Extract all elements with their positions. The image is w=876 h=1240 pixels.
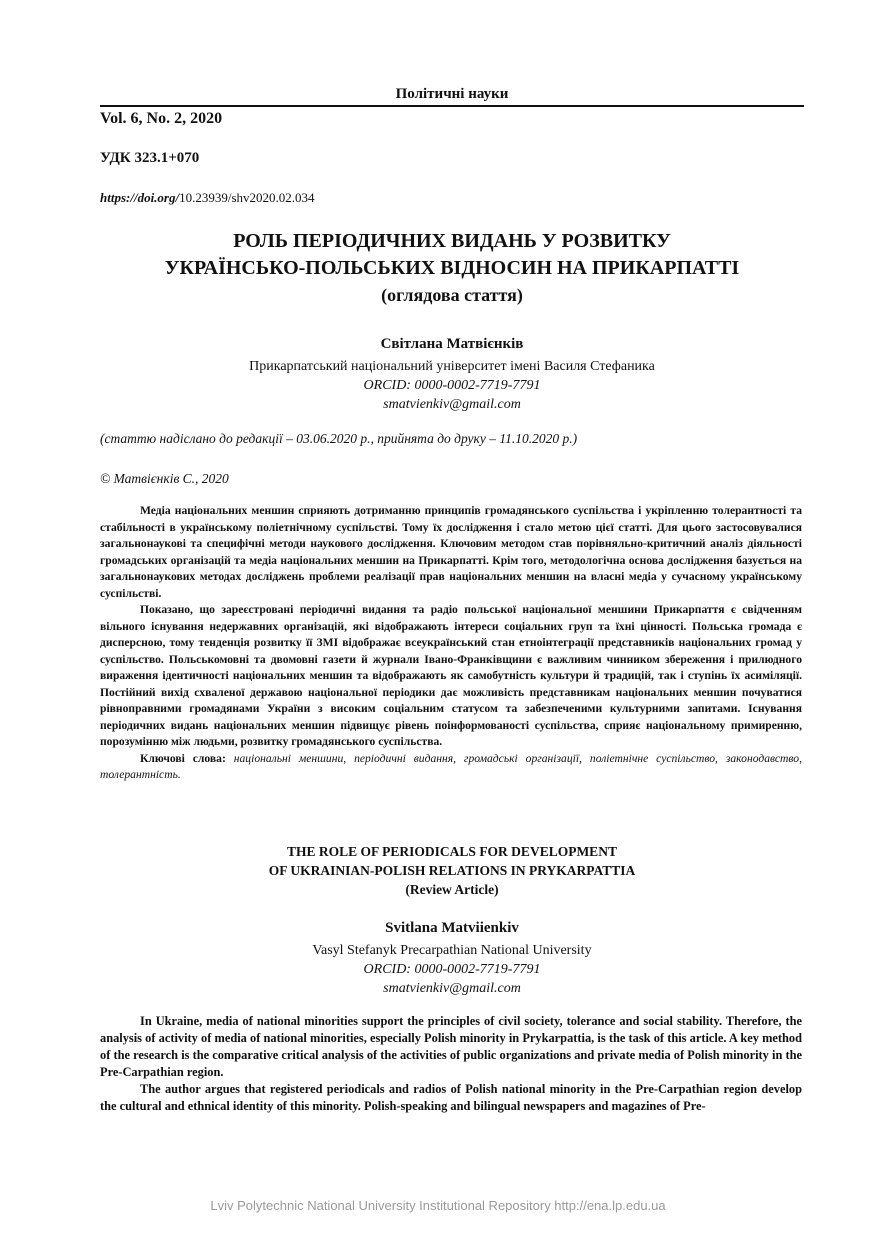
title-ua-subtitle: (оглядова стаття) (381, 285, 523, 305)
email-ua[interactable]: smatvienkiv@gmail.com (383, 397, 521, 412)
keywords-ua (100, 751, 802, 784)
doi-link[interactable] (100, 190, 315, 206)
keywords-text: національні меншини, періодичні видання, громадські організації, поліетнічне суспільство, законодавство, толерантність. (100, 751, 802, 781)
volume-issue: Vol. 6, No. 2, 2020 (100, 110, 223, 127)
author-name-en: Svitlana Matviienkiv (385, 920, 519, 936)
submission-dates: (статтю надіслано до редакції – 03.06.2020 р., прийнята до друку – 11.10.2020 р.) (100, 431, 578, 446)
author-block-ua (100, 335, 804, 414)
keywords-label: Ключові слова: (140, 751, 226, 765)
title-ua-line1: РОЛЬ ПЕРІОДИЧНИХ ВИДАНЬ У РОЗВИТКУ (233, 230, 671, 252)
doi-prefix[interactable]: https://doi.org/ (100, 190, 180, 205)
orcid-ua: ORCID: 0000-0002-7719-7791 (363, 378, 541, 393)
title-en-line1: THE ROLE OF PERIODICALS FOR DEVELOPMENT (287, 844, 617, 859)
title-en-subtitle: (Review Article) (405, 882, 499, 897)
doi-suffix[interactable]: 10.23939/shv2020.02.034 (179, 190, 315, 205)
copyright-notice: © Матвієнків С., 2020 (100, 471, 229, 486)
author-block-en (100, 919, 804, 998)
email-en[interactable]: smatvienkiv@gmail.com (383, 981, 521, 996)
orcid-en: ORCID: 0000-0002-7719-7791 (363, 962, 541, 977)
title-ua-line2: УКРАЇНСЬКО-ПОЛЬСЬКИХ ВІДНОСИН НА ПРИКАРПАТТІ (164, 257, 740, 279)
affiliation-en: Vasyl Stefanyk Precarpathian National University (312, 943, 592, 958)
journal-section-header: Політичні науки (100, 86, 804, 107)
affiliation-ua: Прикарпатський національний університет імені Василя Стефаника (249, 359, 655, 374)
udk-code: УДК 323.1+070 (100, 150, 200, 166)
abstract-ua (100, 503, 802, 784)
abstract-ua-paragraph-2: Показано, що зареєстровані періодичні видання та радіо польської національної меншини Прикарпаття є свідченням вільного існування недержавних організацій, які відображають інтереси соціальних груп та їхні цінності. Польська громада є дисперсною, тому тенденція розвитку її ЗМІ відображає всеукраїнський стан етноінтеграції представників національних громад у суспільство. Польськомовні та двомовні газети й журнали Івано-Франківщини є важливим чинником збереження і прилюдного вираження ідентичності національних меншин та відображають як самобутність культури й традицій, так і ступінь їх асиміляції. Постійний вихід схваленої державою національної періодики дає можливість представникам національних меншин почуватися рівноправними громадянами України з високим соціальним статусом та забезпеченими культурними запитами. Існування періодичних видань національних меншин підвищує рівень поінформованості суспільства, сприяє національному примиренню, порозумінню між людьми, розвитку громадянського суспільства. (100, 603, 802, 748)
abstract-en-paragraph-2: The author argues that registered periodicals and radios of Polish national minority in the Pre-Carpathian region develop the cultural and ethnical identity of this minority. Polish-speaking and bilingual newspapers and magazines of Pre- (100, 1082, 802, 1113)
author-name-ua: Світлана Матвієнків (380, 336, 524, 352)
abstract-en (100, 1013, 802, 1115)
article-title-en (100, 842, 804, 899)
repository-footer: Lviv Polytechnic National University Institutional Repository http://ena.lp.edu.ua (210, 1198, 666, 1213)
title-en-line2: OF UKRAINIAN-POLISH RELATIONS IN PRYKARPATTIA (268, 863, 636, 878)
article-title-ua (100, 228, 804, 309)
abstract-en-paragraph-1: In Ukraine, media of national minorities support the principles of civil society, tolerance and social stability. Therefore, the analysis of activity of media of national minorities, especially Polish minority in Prykarpattia, is the task of this article. A key method of the research is the comparative critical analysis of the activities of public organizations and private media of Polish minority in the Pre-Carpathian region. (100, 1014, 802, 1079)
abstract-ua-paragraph-1: Медіа національних меншин сприяють дотриманню принципів громадянського суспільства і укріпленню толерантності та стабільності в українському поліетнічному суспільстві. Тому їх дослідження і стало метою цієї статті. Для цього застосовувалися загальнонаукові та специфічні методи наукового дослідження. Ключовим методом став порівняльно-критичний аналіз діяльності громадських організацій та медіа національних меншин на Прикарпатті. Крім того, методологічна основа дослідження базується на загальнонаукових методах досліджень проблеми реалізації прав національних меншин на власні медіа у сучасному українському суспільстві. (100, 504, 802, 600)
